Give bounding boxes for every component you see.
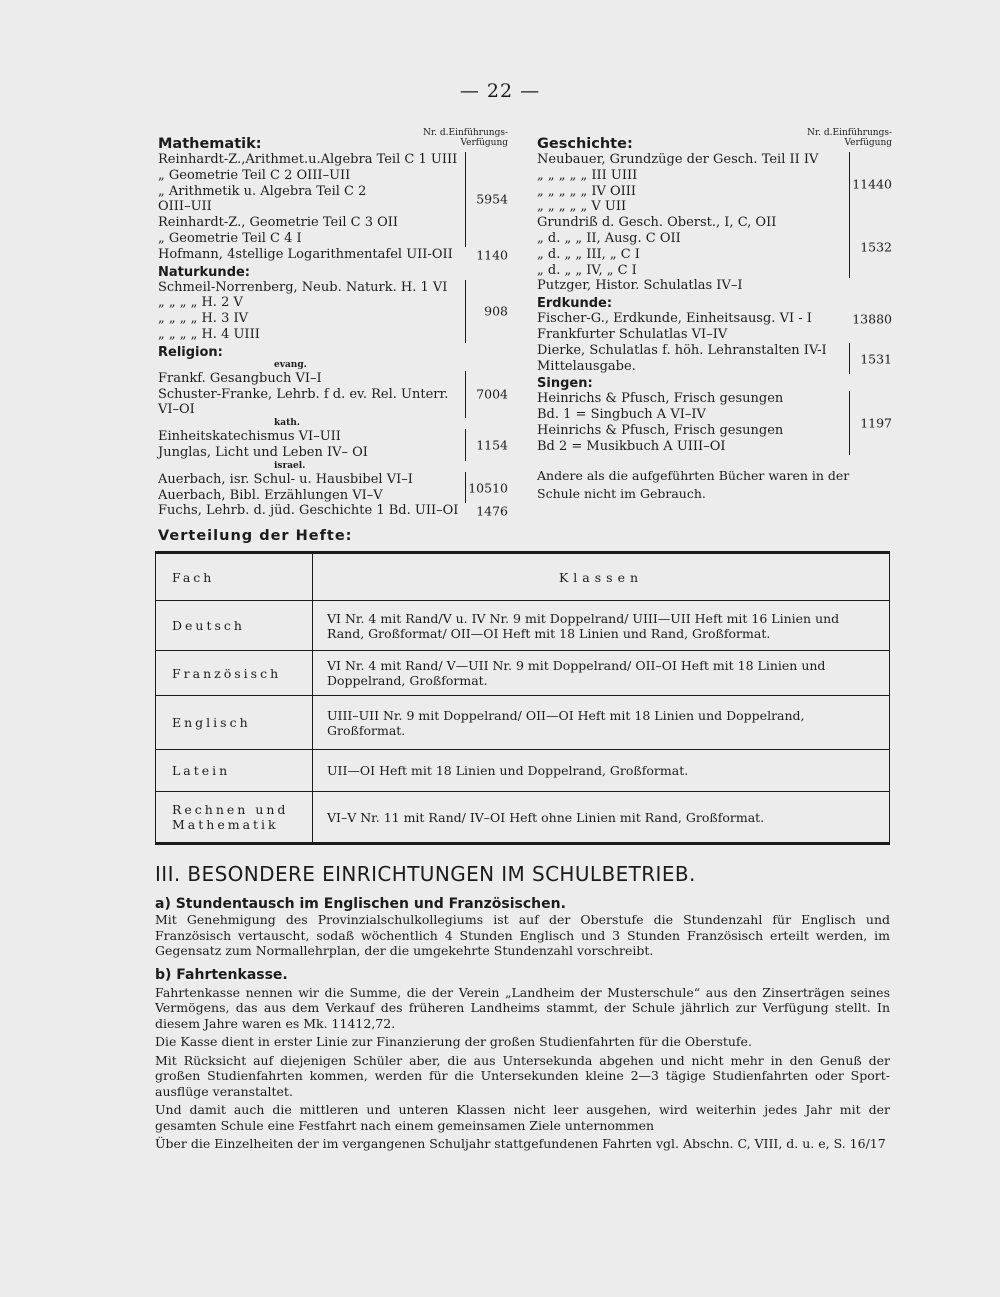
klassen-cell: UIII–UII Nr. 9 mit Doppelrand/ OII—OI Heft mit 18 Linien und Doppelrand, Großformat.	[313, 696, 890, 750]
geschichte-header	[537, 128, 892, 152]
section-b-heading: b) Fahrtenkasse.	[155, 966, 288, 983]
table-header-row	[156, 553, 890, 601]
mathematik-title: Mathematik:	[158, 136, 262, 152]
book-lines	[537, 152, 850, 215]
book-line: „ Geometrie Teil C 4 I	[158, 230, 302, 246]
klassen-cell: VI Nr. 4 mit Rand/V u. IV Nr. 9 mit Doppelrand/ UIII—UII Heft mit 16 Linien und Rand, Großformat/ OII—OI Heft mit 18 Linien und Rand, Großformat.	[313, 601, 890, 651]
book-line: Dierke, Schulatlas f. höh. Lehranstalten IV-I	[537, 342, 827, 358]
book-line: Heinrichs & Pfusch, Frisch gesungen	[537, 391, 784, 407]
right-column	[537, 128, 892, 503]
book-group	[158, 472, 508, 504]
section-b-paragraph: Die Kasse dient in erster Linie zur Finanzierung der großen Studienfahrten für die Oberstufe.	[155, 1034, 752, 1049]
table-row	[156, 696, 890, 750]
table-row	[156, 792, 890, 844]
col-klassen-header: Klassen	[313, 553, 890, 601]
book-line: „ „ „ „ „ III UIII	[537, 167, 638, 183]
naturkunde-list	[158, 280, 508, 343]
section-3-body	[155, 896, 890, 1152]
fach-cell: Französisch	[156, 651, 313, 696]
klassen-cell: VI–V Nr. 11 mit Rand/ IV–OI Heft ohne Linien mit Rand, Großformat.	[313, 792, 890, 844]
verfuegung-number: 1531	[860, 351, 892, 367]
left-column	[158, 128, 508, 519]
section-a-text: Mit Genehmigung des Provinzialschulkollegiums ist auf der Oberstufe die Stundenzahl für Englisch und Französisch vertauscht, sodaß wöchentlich 4 Stunden Englisch und 3 Stunden Französisch erteilt werden, im Gegensatz zum Normallehrplan, der die umgekehrte Stundenzahl vorschreibt.	[155, 912, 890, 958]
nr-header-line: Verfügung	[460, 138, 508, 148]
section-b-paragraph: Fahrtenkasse nennen wir die Summe, die der Verein „Landheim der Musterschule“ aus den Zinserträgen seines Vermögens, das aus dem Verkauf des früheren Landheims stammt, der Schule jährlich zur Verfügung stellt. In diesem Jahre waren es Mk. 11412,72.	[155, 984, 890, 1031]
book-lines	[158, 280, 466, 343]
section-b-paragraph: Mit Rücksicht auf diejenigen Schüler aber, die aus Untersekunda abgehen und nicht mehr in den Genuß der großen Studienfahrten kommen, werden für die Untersekunden kleine 2—3 tägige Studienfahrten oder Sport-ausflüge veranstaltet.	[155, 1052, 890, 1099]
book-line: Putzger, Histor. Schulatlas IV–I	[537, 278, 743, 294]
verfuegung-number: 5954	[476, 191, 508, 207]
book-line: „ Arithmetik u. Algebra Teil C 2	[158, 183, 367, 199]
verfuegung-number: 1532	[860, 239, 892, 255]
evang-label: evang.	[274, 359, 307, 370]
kath-label: kath.	[274, 418, 300, 429]
mathematik-list	[158, 152, 508, 263]
erdkunde-title: Erdkunde:	[537, 296, 613, 312]
verfuegung-number: 1476	[476, 503, 508, 519]
fach-cell: Rechnen und Mathematik	[156, 792, 313, 844]
table-row	[156, 750, 890, 792]
book-line: „ „ „ „ H. 2 V	[158, 295, 243, 311]
book-line: „ „ „ „ „ IV OIII	[537, 183, 637, 199]
book-lines	[158, 371, 466, 418]
book-group	[158, 429, 508, 461]
erdkunde-list	[537, 311, 892, 374]
book-group	[537, 278, 892, 294]
verteilung-heading: Verteilung der Hefte:	[158, 528, 353, 544]
book-lines	[537, 215, 850, 278]
nr-header-right	[807, 128, 892, 148]
geschichte-list	[537, 152, 892, 294]
verfuegung-number: 1140	[476, 247, 508, 263]
book-group	[158, 280, 508, 343]
book-line: „ d. „ „ II, Ausg. C OII	[537, 230, 681, 246]
verfuegung-number: 908	[484, 303, 508, 319]
book-lines	[537, 391, 850, 454]
book-line: Bd. 1 = Singbuch A VI–IV	[537, 407, 706, 423]
book-lines	[158, 503, 508, 519]
mathematik-header	[158, 128, 508, 152]
verfuegung-number: 11440	[852, 176, 892, 192]
section-3-heading: III. BESONDERE EINRICHTUNGEN IM SCHULBETRIEB.	[155, 862, 696, 886]
book-line: Frankf. Gesangbuch VI–I	[158, 370, 322, 386]
book-lines	[537, 278, 892, 294]
col-fach-header: Fach	[156, 553, 313, 601]
book-line: „ „ „ „ „ V UII	[537, 199, 627, 215]
book-line: Junglas, Licht und Leben IV– OI	[158, 444, 368, 460]
religion-title: Religion:	[158, 344, 223, 360]
book-line: Schuster-Franke, Lehrb. f d. ev. Rel. Unterr.	[158, 386, 449, 402]
book-group	[158, 503, 508, 519]
verteilung-table	[155, 551, 890, 845]
book-group	[158, 247, 508, 263]
singen-list	[537, 391, 892, 454]
israel-label: israel.	[274, 460, 306, 471]
nr-header-line: Nr. d.Einführungs-	[422, 128, 508, 138]
book-line: Bd 2 = Musikbuch A UIII–OI	[537, 438, 726, 454]
book-lines	[537, 327, 892, 343]
book-line: OIII–UII	[158, 199, 212, 215]
book-lines	[158, 152, 466, 247]
book-line: Fuchs, Lehrb. d. jüd. Geschichte 1 Bd. UII–OI	[158, 503, 459, 519]
fach-cell: Deutsch	[156, 601, 313, 651]
book-line: „ „ „ „ H. 3 IV	[158, 311, 248, 327]
book-group	[537, 152, 892, 215]
book-line: „ d. „ „ IV, „ C I	[537, 262, 637, 278]
book-line: Reinhardt-Z.,Arithmet.u.Algebra Teil C 1 UIII	[158, 152, 458, 167]
verfuegung-number: 7004	[476, 386, 508, 402]
page-number: — 22 —	[459, 80, 541, 102]
table-row	[156, 651, 890, 696]
book-group	[537, 327, 892, 343]
section-a-heading: a) Stundentausch im Englischen und Französischen.	[155, 896, 566, 912]
klassen-cell: VI Nr. 4 mit Rand/ V—UII Nr. 9 mit Doppelrand/ OII–OI Heft mit 18 Linien und Doppelrand, Großformat.	[313, 651, 890, 696]
book-line: Auerbach, Bibl. Erzählungen VI–V	[158, 487, 383, 503]
klassen-cell: UII—OI Heft mit 18 Linien und Doppelrand, Großformat.	[313, 750, 890, 792]
kath-list	[158, 429, 508, 461]
table-row	[156, 601, 890, 651]
book-line: Hofmann, 4stellige Logarithmentafel UII-OII	[158, 246, 453, 262]
book-line: Fischer-G., Erdkunde, Einheitsausg. VI - I	[537, 311, 812, 327]
verfuegung-number: 1154	[476, 437, 508, 453]
book-lines	[537, 311, 892, 327]
nr-header-line: Verfügung	[844, 138, 892, 148]
book-line: „ d. „ „ III, „ C I	[537, 246, 640, 262]
book-group	[158, 152, 508, 247]
book-line: Auerbach, isr. Schul- u. Hausbibel VI–I	[158, 471, 413, 487]
book-lines	[537, 343, 850, 375]
verfuegung-number: 13880	[852, 311, 892, 327]
section-b-paragraph: Und damit auch die mittleren und unteren Klassen nicht leer ausgehen, wird weiterhin jedes Jahr mit der gesamten Schule eine Festfahrt nach einem gemeinsamen Ziele unternommen	[155, 1102, 890, 1133]
israel-list	[158, 472, 508, 519]
book-line: „ „ „ „ H. 4 UIII	[158, 326, 260, 342]
book-line: Grundriß d. Gesch. Oberst., I, C, OII	[537, 215, 777, 231]
book-group	[158, 371, 508, 418]
book-line: „ Geometrie Teil C 2 OIII–UII	[158, 167, 351, 183]
fach-cell: Latein	[156, 750, 313, 792]
book-line: Reinhardt-Z., Geometrie Teil C 3 OII	[158, 215, 399, 231]
book-group	[537, 391, 892, 454]
book-line: Mittelausgabe.	[537, 358, 636, 374]
section-b-paragraph: Über die Einzelheiten der im vergangenen Schuljahr stattgefundenen Fahrten vgl. Abschn. C, VIII, d. u. e, S. 16/17	[155, 1136, 886, 1151]
book-line: Neubauer, Grundzüge der Gesch. Teil II IV	[537, 152, 819, 167]
book-group	[537, 215, 892, 278]
book-lines	[158, 472, 466, 504]
nr-header-left	[423, 128, 508, 148]
books-note: Andere als die aufgeführten Bücher waren in der Schule nicht im Gebrauch.	[537, 467, 850, 501]
book-group	[537, 343, 892, 375]
verfuegung-number: 10510	[468, 480, 508, 496]
book-lines	[158, 247, 508, 263]
geschichte-title: Geschichte:	[537, 136, 633, 152]
book-group	[537, 311, 892, 327]
book-lines	[158, 429, 466, 461]
book-line: Heinrichs & Pfusch, Frisch gesungen	[537, 422, 784, 438]
naturkunde-title: Naturkunde:	[158, 264, 251, 280]
book-line: Schmeil-Norrenberg, Neub. Naturk. H. 1 VI	[158, 279, 448, 295]
singen-title: Singen:	[537, 376, 593, 392]
book-line: VI–OI	[158, 402, 195, 418]
fach-cell: Englisch	[156, 696, 313, 750]
verfuegung-number: 1197	[860, 415, 892, 431]
book-line: Frankfurter Schulatlas VI–IV	[537, 326, 728, 342]
nr-header-line: Nr. d.Einführungs-	[806, 128, 892, 138]
book-line: Einheitskatechismus VI–UII	[158, 429, 341, 445]
evang-list	[158, 371, 508, 418]
